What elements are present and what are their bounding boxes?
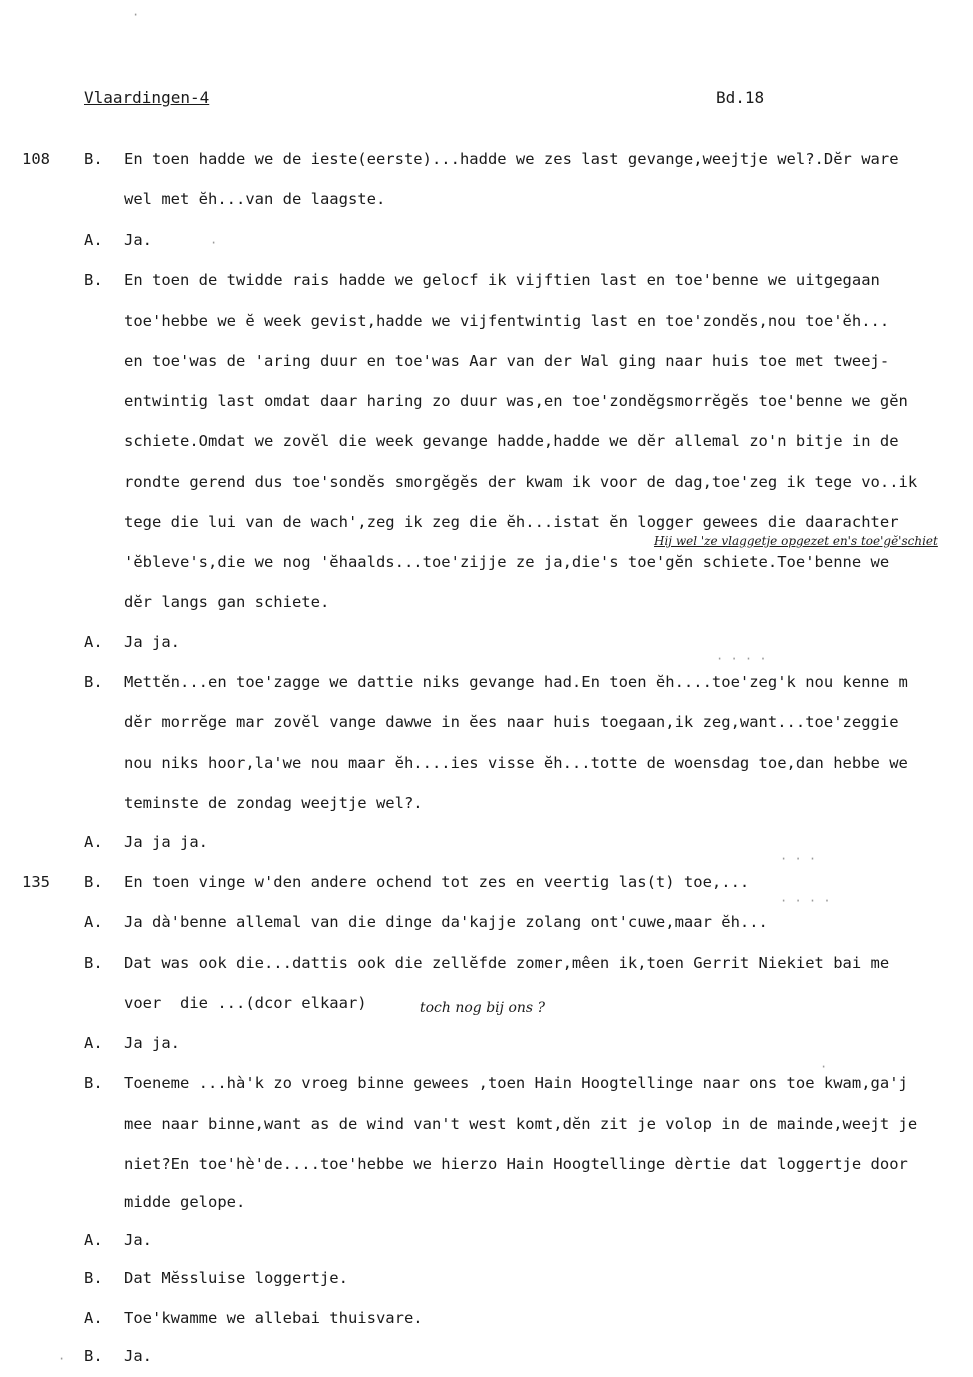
- transcript-line: [0, 312, 973, 338]
- scan-speck: · · ·: [780, 852, 817, 866]
- line-number: 135: [22, 873, 50, 891]
- utterance-text: en toe'was de 'aring duur en toe'was Aar van der Wal ging naar huis toe met tweej-: [124, 352, 890, 370]
- utterance-text: Ja dà'benne allemal van die dinge da'kajje zolang ont'cuwe,maar ĕh...: [124, 913, 768, 931]
- utterance-text: teminste de zondag weejtje wel?.: [124, 794, 423, 812]
- speaker-label: A.: [84, 833, 103, 851]
- transcript-line: [0, 1309, 973, 1335]
- speaker-label: B.: [84, 1347, 103, 1365]
- utterance-text: Ja ja ja.: [124, 833, 208, 851]
- utterance-text: Ja.: [124, 231, 152, 249]
- speaker-label: B.: [84, 954, 103, 972]
- transcript-line: [0, 473, 973, 499]
- utterance-text: voer die ...(dcor elkaar): [124, 994, 367, 1012]
- utterance-text: toe'hebbe we ĕ week gevist,hadde we vijfentwintig last en toe'zondĕs,nou toe'ĕh...: [124, 312, 890, 330]
- transcript-line: [0, 633, 973, 659]
- transcript-line: [0, 150, 973, 176]
- handwritten-annotation: toch nog bij ons ?: [420, 1000, 546, 1016]
- transcript-line: [0, 593, 973, 619]
- transcript-line: [0, 794, 973, 820]
- scan-speck: ·: [58, 1352, 66, 1366]
- transcript-line: [0, 713, 973, 739]
- transcript-line: [0, 271, 973, 297]
- handwritten-annotation: Hij wel 'ze vlaggetje opgezet en's toe'gĕ'schiet: [654, 534, 938, 548]
- utterance-text: Ja ja.: [124, 1034, 180, 1052]
- transcript-line: [0, 1193, 973, 1219]
- utterance-text: Toeneme ...hà'k zo vroeg binne gewees ,toen Hain Hoogtellinge naar ons toe kwam,ga'j: [124, 1074, 908, 1092]
- scan-speck: · · · ·: [716, 652, 767, 666]
- speaker-label: A.: [84, 1231, 103, 1249]
- speaker-label: A.: [84, 1309, 103, 1327]
- transcript-line: [0, 392, 973, 418]
- transcript-line: [0, 833, 973, 859]
- utterance-text: Ja.: [124, 1231, 152, 1249]
- utterance-text: niet?En toe'hè'de....toe'hebbe we hierzo Hain Hoogtellinge dèrtie dat loggertje door: [124, 1155, 908, 1173]
- transcript-line: [0, 1115, 973, 1141]
- transcript-line: [0, 553, 973, 579]
- utterance-text: mee naar binne,want as de wind van't west komt,dĕn zit je volop in de mainde,weejt je: [124, 1115, 918, 1133]
- transcript-line: [0, 1034, 973, 1060]
- scan-speck: ·: [210, 236, 218, 250]
- transcript-line: [0, 673, 973, 699]
- scan-speck: ·: [820, 1060, 828, 1074]
- speaker-label: B.: [84, 150, 103, 168]
- utterance-text: schiete.Omdat we zovĕl die week gevange hadde,hadde we dĕr allemal zo'n bitje in de: [124, 432, 899, 450]
- transcript-line: [0, 231, 973, 257]
- speaker-label: B.: [84, 1074, 103, 1092]
- transcript-line: [0, 1074, 973, 1100]
- utterance-text: Dat Mĕssluise loggertje.: [124, 1269, 348, 1287]
- utterance-text: En toen vinge w'den andere ochend tot zes en veertig las(t) toe,...: [124, 873, 750, 891]
- transcript-line: [0, 190, 973, 216]
- transcript-line: [0, 1269, 973, 1295]
- speaker-label: A.: [84, 1034, 103, 1052]
- utterance-text: dĕr langs gan schiete.: [124, 593, 330, 611]
- speaker-label: A.: [84, 633, 103, 651]
- utterance-text: midde gelope.: [124, 1193, 246, 1211]
- utterance-text: Toe'kwamme we allebai thuisvare.: [124, 1309, 423, 1327]
- utterance-text: entwintig last omdat daar haring zo duur was,en toe'zondĕgsmorrĕgĕs toe'benne we gĕn: [124, 392, 908, 410]
- transcript-line: [0, 1347, 973, 1373]
- scan-speck: · · · ·: [780, 894, 831, 908]
- utterance-text: En toen de twidde rais hadde we gelocf ik vijftien last en toe'benne we uitgegaan: [124, 271, 880, 289]
- speaker-label: A.: [84, 913, 103, 931]
- transcript-line: [0, 1155, 973, 1181]
- line-number: 108: [22, 150, 50, 168]
- speaker-label: B.: [84, 873, 103, 891]
- speaker-label: B.: [84, 271, 103, 289]
- utterance-text: En toen hadde we de ieste(eerste)...hadde we zes last gevange,weejtje wel?.Dĕr ware: [124, 150, 899, 168]
- utterance-text: rondte gerend dus toe'sondĕs smorgĕgĕs der kwam ik voor de dag,toe'zeg ik tege vo..ik: [124, 473, 918, 491]
- utterance-text: Dat was ook die...dattis ook die zellĕfde zomer,mêen ik,toen Gerrit Niekiet bai me: [124, 954, 890, 972]
- transcript-line: [0, 352, 973, 378]
- utterance-text: Ja ja.: [124, 633, 180, 651]
- document-title: Vlaardingen-4: [84, 88, 210, 107]
- utterance-text: Mettĕn...en toe'zagge we dattie niks gevange had.En toen ĕh....toe'zeg'k nou kenne m: [124, 673, 908, 691]
- transcript-line: [0, 954, 973, 980]
- speaker-label: B.: [84, 1269, 103, 1287]
- speaker-label: A.: [84, 231, 103, 249]
- utterance-text: 'ĕbleve's,die we nog 'ĕhaalds...toe'zijje ze ja,die's toe'gĕn schiete.Toe'benne we: [124, 553, 890, 571]
- utterance-text: nou niks hoor,la'we nou maar ĕh....ies visse ĕh...totte de woensdag toe,dan hebbe we: [124, 754, 908, 772]
- transcript-line: [0, 754, 973, 780]
- speaker-label: B.: [84, 673, 103, 691]
- transcript-line: [0, 1231, 973, 1257]
- page-number: Bd.18: [716, 88, 765, 107]
- transcript-line: [0, 913, 973, 939]
- transcript-line: [0, 432, 973, 458]
- utterance-text: dĕr morrĕge mar zovĕl vange dawwe in ĕes naar huis toegaan,ik zeg,want...toe'zeggie: [124, 713, 899, 731]
- utterance-text: wel met ĕh...van de laagste.: [124, 190, 386, 208]
- scan-speck: ·: [132, 8, 140, 22]
- utterance-text: Ja.: [124, 1347, 152, 1365]
- utterance-text: tege die lui van de wach',zeg ik zeg die ĕh...istat ĕn logger gewees die daarachter: [124, 513, 899, 531]
